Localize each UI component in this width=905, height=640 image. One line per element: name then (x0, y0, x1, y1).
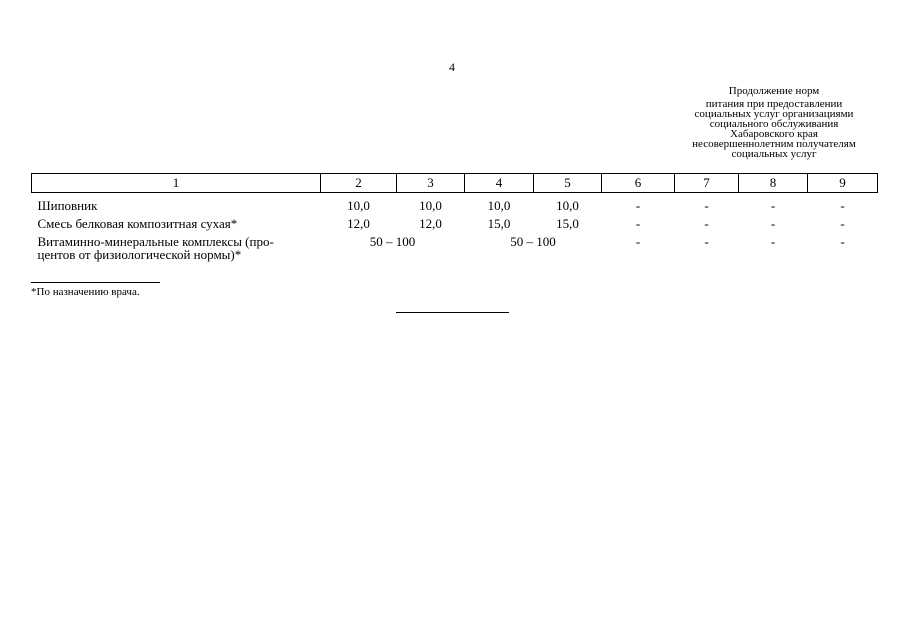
column-header: 1 (32, 174, 321, 193)
table-cell: 15,0 (556, 216, 579, 231)
column-header: 7 (675, 174, 739, 193)
table-cell: 12,0 (419, 216, 442, 231)
column-header: 5 (534, 174, 602, 193)
table-cell: - (704, 216, 709, 231)
header-line: несовершеннолетним получателям (692, 138, 856, 150)
page-number: 4 (449, 60, 455, 74)
header-line: питания при предоставлении (705, 98, 843, 110)
table-cell: 12,0 (347, 216, 370, 231)
footnote-divider (31, 282, 160, 283)
table-row (32, 230, 878, 261)
table-cell: - (704, 234, 709, 249)
table-row (32, 193, 878, 213)
column-header: 9 (808, 174, 878, 193)
column-header: 6 (602, 174, 675, 193)
header-line: социальных услуг организациями (694, 108, 854, 120)
table-cell: - (770, 234, 776, 249)
product-name: Шиповник (37, 198, 98, 213)
table-row (32, 212, 878, 230)
column-header: 4 (465, 174, 534, 193)
header-line: социальных услуг (731, 148, 817, 160)
table-cell: 10,0 (556, 198, 579, 213)
merged-cell: 50 – 100 (369, 234, 416, 249)
table-cell: 10,0 (419, 198, 442, 213)
table-cell: - (840, 198, 845, 213)
column-header: 3 (397, 174, 465, 193)
table-cell: 10,0 (347, 198, 370, 213)
continuation-header (672, 86, 876, 159)
header-line: социального обслуживания (709, 118, 839, 130)
product-name-line: Витаминно-минеральные комплексы (про- (37, 234, 274, 249)
table-cell: - (635, 216, 641, 231)
table-cell: - (840, 234, 845, 249)
end-divider (396, 312, 509, 313)
product-name-line: центов от физиологической нормы)* (37, 247, 242, 262)
merged-cell: 50 – 100 (510, 234, 556, 249)
table-cell: 15,0 (487, 216, 511, 231)
table-cell: - (770, 198, 776, 213)
product-name: Смесь белковая композитная сухая* (37, 216, 238, 231)
table-cell: 10,0 (487, 198, 511, 213)
header-title: Продолжение норм (728, 85, 820, 97)
footnote: *По назначению врача. (31, 286, 140, 298)
product-name (32, 230, 321, 261)
table-cell: - (840, 216, 845, 231)
table-cell: - (635, 234, 641, 249)
table-cell: - (770, 216, 776, 231)
table-cell: - (635, 198, 641, 213)
header-line: Хабаровского края (730, 128, 818, 140)
column-header: 2 (321, 174, 397, 193)
column-number-row (32, 174, 878, 193)
nutrition-norms-table (31, 173, 878, 261)
column-header: 8 (739, 174, 808, 193)
table-cell: - (704, 198, 709, 213)
